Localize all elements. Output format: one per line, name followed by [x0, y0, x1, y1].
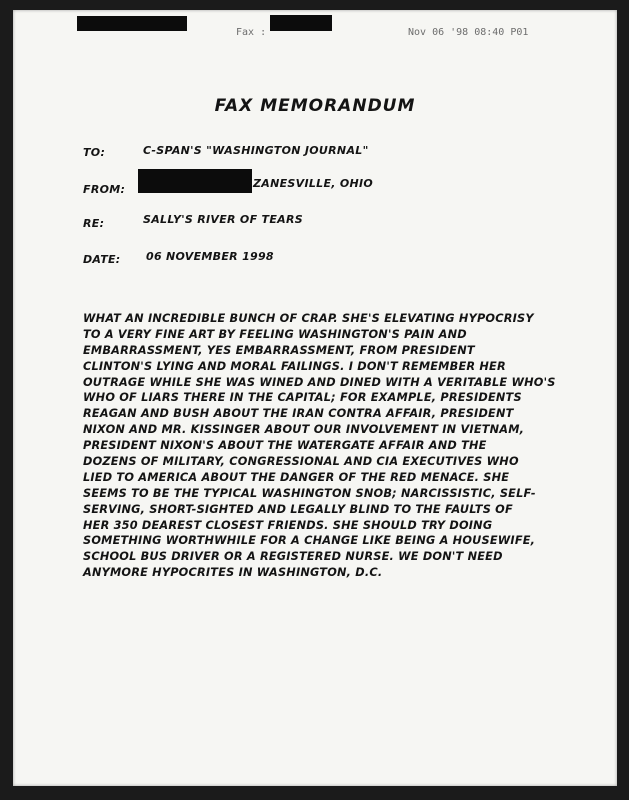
from-label: FROM: [83, 183, 126, 196]
body-line: DOZENS OF MILITARY, CONGRESSIONAL AND CIA EXECUTIVES WHO [83, 455, 519, 469]
body-line: ANYMORE HYPOCRITES IN WASHINGTON, D.C. [83, 566, 383, 580]
body-line: SCHOOL BUS DRIVER OR A REGISTERED NURSE. WE DON'T NEED [83, 550, 503, 564]
body-line: WHAT AN INCREDIBLE BUNCH OF CRAP. SHE'S ELEVATING HYPOCRISY [83, 312, 534, 325]
body-line: CLINTON'S LYING AND MORAL FAILINGS. I DON'T REMEMBER HER [83, 359, 506, 373]
memo-title: FAX MEMORANDUM [214, 96, 416, 116]
redaction-fax-number [270, 15, 332, 31]
body-line: OUTRAGE WHILE SHE WAS WINED AND DINED WITH A VERITABLE WHO'S [83, 375, 556, 389]
from-value: ZANESVILLE, OHIO [253, 177, 374, 190]
date-label: DATE: [83, 253, 121, 266]
redaction-header-sender [77, 16, 187, 31]
body-line: NIXON AND MR. KISSINGER ABOUT OUR INVOLVEMENT IN VIETNAM, [83, 423, 525, 437]
redaction-sender-name [138, 169, 252, 193]
fax-page [13, 10, 617, 786]
re-value: SALLY'S RIVER OF TEARS [143, 213, 303, 226]
body-line: SOMETHING WORTHWHILE FOR A CHANGE LIKE BEING A HOUSEWIFE, [83, 534, 536, 548]
re-label: RE: [83, 217, 105, 230]
memo-body [83, 311, 583, 581]
body-line: HER 350 DEAREST CLOSEST FRIENDS. SHE SHOULD TRY DOING [83, 518, 493, 532]
date-value: 06 NOVEMBER 1998 [146, 250, 274, 263]
body-line: WHO OF LIARS THERE IN THE CAPITAL; FOR EXAMPLE, PRESIDENTS [83, 391, 522, 405]
body-line: PRESIDENT NIXON'S ABOUT THE WATERGATE AFFAIR AND THE [83, 439, 487, 453]
fax-timestamp: Nov 06 '98 08:40 P01 [408, 27, 529, 38]
body-line: REAGAN AND BUSH ABOUT THE IRAN CONTRA AFFAIR, PRESIDENT [83, 407, 514, 421]
fax-label: Fax : [236, 27, 267, 38]
body-line: SERVING, SHORT-SIGHTED AND LEGALLY BLIND TO THE FAULTS OF [83, 502, 513, 516]
body-line: EMBARRASSMENT, YES EMBARRASSMENT, FROM PRESIDENT [83, 343, 475, 357]
body-line: TO A VERY FINE ART BY FEELING WASHINGTON'S PAIN AND [83, 327, 467, 341]
body-line: SEEMS TO BE THE TYPICAL WASHINGTON SNOB; NARCISSISTIC, SELF- [83, 486, 536, 500]
to-value: C-SPAN'S "WASHINGTON JOURNAL" [143, 144, 369, 157]
body-line: LIED TO AMERICA ABOUT THE DANGER OF THE RED MENACE. SHE [83, 470, 510, 484]
to-label: TO: [83, 146, 106, 159]
